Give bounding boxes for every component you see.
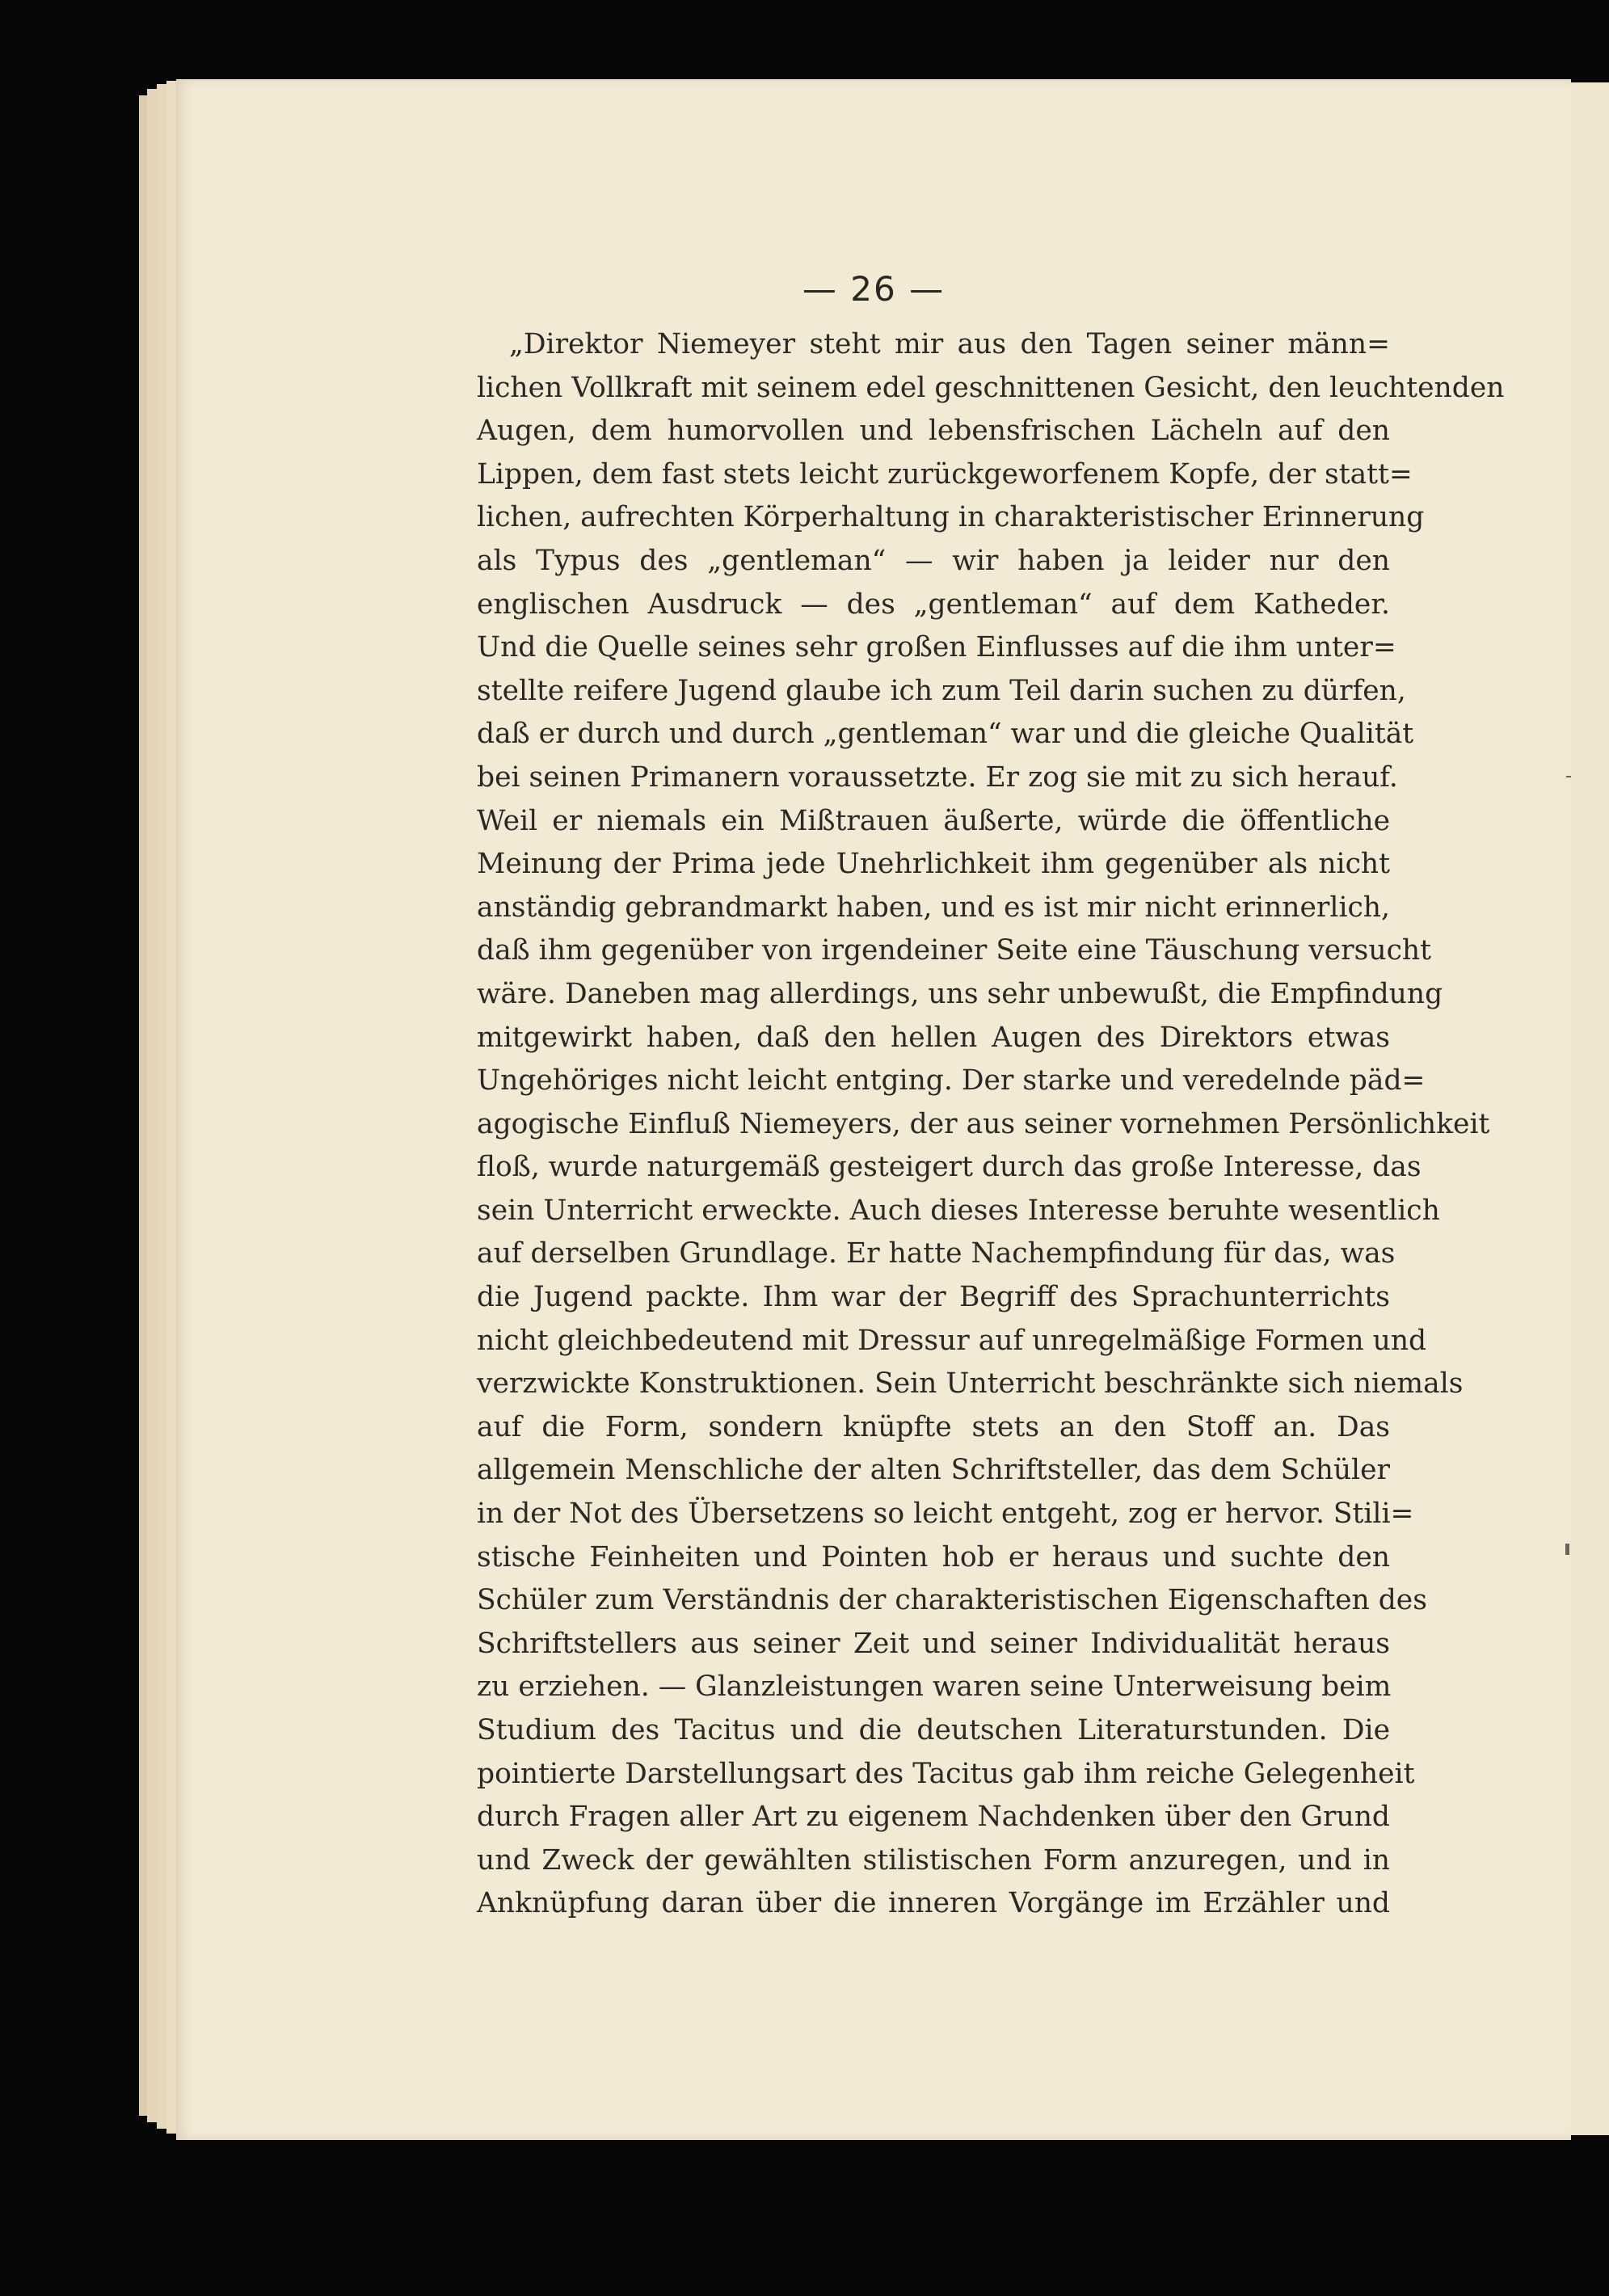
text-line: agogische Einfluß Niemeyers, der aus seiner vornehmen Persönlichkeit [477, 1107, 1490, 1140]
body-text [477, 323, 1505, 1926]
text-line: lichen, aufrechten Körperhaltung in charakteristischer Erinnerung [477, 501, 1425, 534]
text-line: Anknüpfung daran über die inneren Vorgänge im Erzähler und [477, 1887, 1390, 1920]
text-line: Lippen, dem fast stets leicht zurückgeworfenem Kopfe, der statt= [477, 457, 1413, 491]
text-line: Schriftstellers aus seiner Zeit und seiner Individualität heraus [477, 1627, 1390, 1660]
text-line: nicht gleichbedeutend mit Dressur auf unregelmäßige Formen und [477, 1324, 1427, 1357]
text-line: englischen Ausdruck — des „gentleman“ auf dem Katheder. [477, 588, 1390, 621]
text-line: Meinung der Prima jede Unehrlichkeit ihm gegenüber als nicht [477, 848, 1390, 881]
text-line: Augen, dem humorvollen und lebensfrischen Lächeln auf den [477, 415, 1390, 448]
text-line: „Direktor Niemeyer steht mir aus den Tagen seiner männ= [509, 328, 1390, 360]
facing-page-edge [1571, 82, 1609, 2135]
margin-mark [1565, 1544, 1569, 1555]
text-line: zu erziehen. — Glanzleistungen waren seine Unterweisung beim [477, 1670, 1392, 1704]
text-line: die Jugend packte. Ihm war der Begriff des Sprachunterrichts [477, 1281, 1390, 1314]
text-line: verzwickte Konstruktionen. Sein Unterricht beschränkte sich niemals [477, 1367, 1464, 1401]
text-line: Weil er niemals ein Mißtrauen äußerte, würde die öffentliche [477, 804, 1390, 837]
text-line: mitgewirkt haben, daß den hellen Augen des Direktors etwas [477, 1021, 1390, 1054]
text-line: Studium des Tacitus und die deutschen Literaturstunden. Die [477, 1714, 1390, 1746]
text-line: wäre. Daneben mag allerdings, uns sehr unbewußt, die Empfindung [477, 977, 1443, 1010]
text-line: Und die Quelle seines sehr großen Einflusses auf die ihm unter= [477, 631, 1396, 664]
text-line: floß, wurde naturgemäß gesteigert durch das große Interesse, das [477, 1151, 1422, 1184]
page-number: — 26 — [802, 269, 946, 309]
text-line: Ungehöriges nicht leicht entging. Der starke und veredelnde päd= [477, 1064, 1426, 1097]
margin-mark [1566, 776, 1571, 777]
text-line: durch Fragen aller Art zu eigenem Nachdenken über den Grund [477, 1801, 1390, 1834]
text-line: als Typus des „gentleman“ — wir haben ja leider nur den [477, 544, 1390, 577]
text-line: bei seinen Primanern voraussetzte. Er zog sie mit zu sich herauf. [477, 760, 1398, 794]
text-line: lichen Vollkraft mit seinem edel geschnittenen Gesicht, den leuchtenden [477, 371, 1505, 404]
text-line: auf derselben Grundlage. Er hatte Nachempfindung für das, was [477, 1237, 1396, 1270]
text-line: daß ihm gegenüber von irgendeiner Seite eine Täuschung versucht [477, 934, 1431, 967]
text-line: pointierte Darstellungsart des Tacitus gab ihm reiche Gelegenheit [477, 1757, 1415, 1790]
text-line: anständig gebrandmarkt haben, und es ist mir nicht erinnerlich, [477, 891, 1390, 924]
text-line: und Zweck der gewählten stilistischen Form anzuregen, und in [477, 1843, 1390, 1877]
text-line: stische Feinheiten und Pointen hob er heraus und suchte den [477, 1540, 1390, 1573]
text-line: daß er durch und durch „gentleman“ war und die gleiche Qualität [477, 718, 1414, 751]
text-line: in der Not des Übersetzens so leicht entgeht, zog er hervor. Stili= [477, 1498, 1414, 1531]
text-line: Schüler zum Verständnis der charakteristischen Eigenschaften des [477, 1584, 1427, 1617]
text-line: stellte reifere Jugend glaube ich zum Teil darin suchen zu dürfen, [477, 674, 1406, 707]
text-line: sein Unterricht erweckte. Auch dieses Interesse beruhte wesentlich [477, 1194, 1440, 1227]
text-line: allgemein Menschliche der alten Schriftsteller, das dem Schüler [477, 1454, 1390, 1487]
text-line: auf die Form, sondern knüpfte stets an den Stoff an. Das [477, 1410, 1390, 1443]
